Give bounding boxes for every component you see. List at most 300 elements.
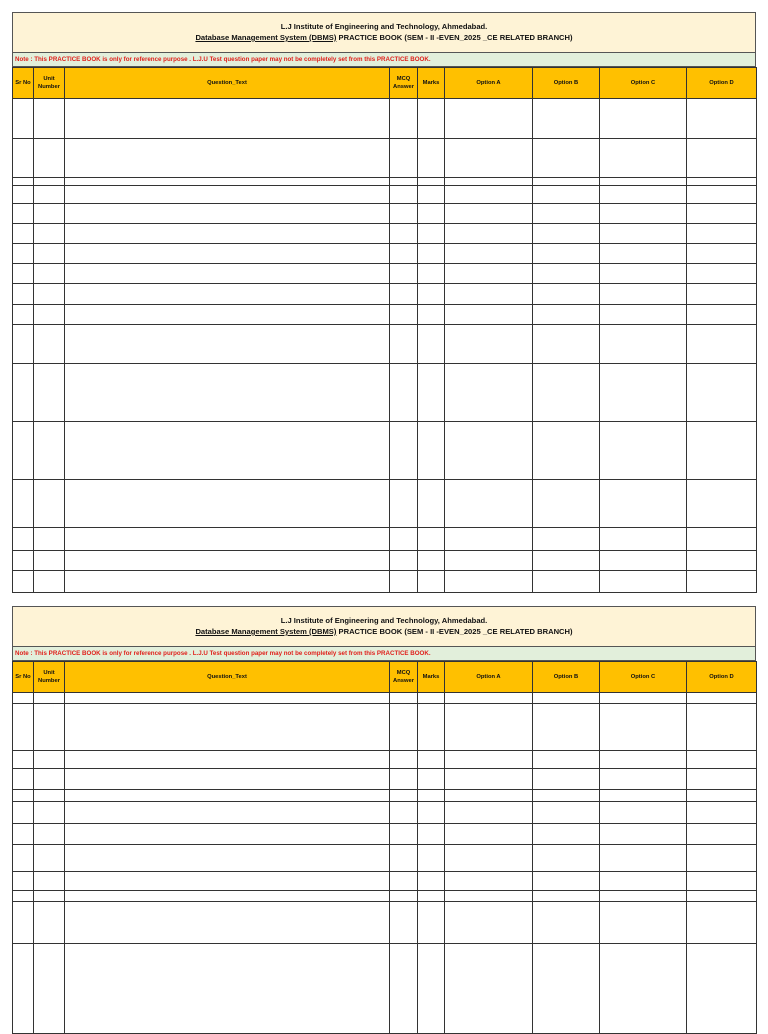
cell-marks	[418, 325, 445, 364]
cell-question-text	[65, 751, 390, 769]
cell-option-b	[533, 571, 600, 593]
cell-sr-no	[13, 944, 34, 1034]
cell-mcq-answer	[390, 204, 418, 224]
cell-option-a	[445, 364, 533, 422]
table-row	[13, 364, 757, 422]
cell-question-text	[65, 480, 390, 528]
table-row	[13, 139, 757, 178]
cell-sr-no	[13, 422, 34, 480]
cell-question-text	[65, 704, 390, 751]
cell-option-d	[687, 693, 757, 704]
cell-option-c	[600, 824, 687, 845]
cell-marks	[418, 422, 445, 480]
cell-question-text	[65, 99, 390, 139]
cell-question-text	[65, 769, 390, 790]
cell-option-b	[533, 305, 600, 325]
col-mcq-answer	[390, 662, 418, 693]
cell-mcq-answer	[390, 693, 418, 704]
cell-option-d	[687, 944, 757, 1034]
cell-unit-number	[34, 186, 65, 204]
cell-unit-number	[34, 845, 65, 872]
cell-unit-number	[34, 872, 65, 891]
cell-option-d	[687, 325, 757, 364]
cell-option-d	[687, 284, 757, 305]
cell-marks	[418, 528, 445, 551]
table-row	[13, 244, 757, 264]
cell-unit-number	[34, 790, 65, 802]
col-option-d: Option D	[687, 662, 757, 693]
col-unit-number	[34, 662, 65, 693]
table-row	[13, 422, 757, 480]
header-row	[13, 662, 757, 693]
cell-unit-number	[34, 751, 65, 769]
cell-mcq-answer	[390, 551, 418, 571]
cell-unit-number	[34, 769, 65, 790]
cell-marks	[418, 99, 445, 139]
cell-sr-no	[13, 99, 34, 139]
cell-option-c	[600, 305, 687, 325]
cell-option-d	[687, 802, 757, 824]
cell-option-b	[533, 693, 600, 704]
cell-sr-no	[13, 305, 34, 325]
table-row	[13, 845, 757, 872]
cell-option-c	[600, 845, 687, 872]
cell-sr-no	[13, 902, 34, 944]
table-row	[13, 264, 757, 284]
cell-sr-no	[13, 264, 34, 284]
cell-option-b	[533, 264, 600, 284]
col-option-c: Option C	[600, 68, 687, 99]
table-row	[13, 902, 757, 944]
cell-unit-number	[34, 704, 65, 751]
cell-mcq-answer	[390, 790, 418, 802]
cell-marks	[418, 845, 445, 872]
cell-option-b	[533, 186, 600, 204]
cell-unit-number	[34, 364, 65, 422]
cell-option-a	[445, 751, 533, 769]
cell-question-text	[65, 325, 390, 364]
cell-question-text	[65, 571, 390, 593]
cell-marks	[418, 244, 445, 264]
col-mcq-answer	[390, 68, 418, 99]
cell-unit-number	[34, 264, 65, 284]
cell-option-c	[600, 264, 687, 284]
col-mcq-label-1: MCQ	[396, 76, 411, 82]
cell-option-c	[600, 802, 687, 824]
cell-marks	[418, 902, 445, 944]
cell-mcq-answer	[390, 802, 418, 824]
cell-option-d	[687, 824, 757, 845]
cell-mcq-answer	[390, 751, 418, 769]
col-marks: Marks	[418, 68, 445, 99]
cell-option-d	[687, 551, 757, 571]
cell-sr-no	[13, 802, 34, 824]
subject-detail: PRACTICE BOOK (SEM - II -EVEN_2025 _CE RELATED BRANCH)	[338, 33, 573, 42]
cell-option-c	[600, 790, 687, 802]
col-mcq-label-2: Answer	[393, 678, 414, 684]
cell-option-d	[687, 178, 757, 186]
cell-option-b	[533, 244, 600, 264]
question-rows	[13, 693, 757, 1034]
cell-option-a	[445, 704, 533, 751]
table-row	[13, 204, 757, 224]
cell-option-c	[600, 244, 687, 264]
cell-question-text	[65, 944, 390, 1034]
cell-option-a	[445, 264, 533, 284]
cell-mcq-answer	[390, 704, 418, 751]
col-unit-label-2: Number	[38, 84, 60, 90]
cell-sr-no	[13, 139, 34, 178]
cell-mcq-answer	[390, 178, 418, 186]
cell-question-text	[65, 264, 390, 284]
cell-mcq-answer	[390, 224, 418, 244]
cell-option-d	[687, 480, 757, 528]
cell-option-c	[600, 186, 687, 204]
header-row	[13, 68, 757, 99]
col-marks: Marks	[418, 662, 445, 693]
cell-option-d	[687, 845, 757, 872]
cell-unit-number	[34, 178, 65, 186]
cell-option-a	[445, 244, 533, 264]
cell-option-a	[445, 802, 533, 824]
cell-option-c	[600, 224, 687, 244]
cell-option-d	[687, 704, 757, 751]
cell-mcq-answer	[390, 244, 418, 264]
cell-marks	[418, 264, 445, 284]
cell-option-d	[687, 422, 757, 480]
table-row	[13, 790, 757, 802]
cell-marks	[418, 204, 445, 224]
question-rows	[13, 99, 757, 593]
cell-option-b	[533, 178, 600, 186]
cell-option-b	[533, 704, 600, 751]
cell-marks	[418, 769, 445, 790]
cell-option-a	[445, 186, 533, 204]
cell-sr-no	[13, 480, 34, 528]
cell-option-d	[687, 891, 757, 902]
cell-sr-no	[13, 872, 34, 891]
cell-mcq-answer	[390, 891, 418, 902]
cell-unit-number	[34, 693, 65, 704]
cell-sr-no	[13, 769, 34, 790]
cell-unit-number	[34, 244, 65, 264]
cell-option-a	[445, 305, 533, 325]
institute-title: L.J Institute of Engineering and Technology, Ahmedabad.	[280, 616, 488, 625]
cell-option-b	[533, 325, 600, 364]
table-row	[13, 769, 757, 790]
title-block	[12, 606, 756, 646]
subject-name: Database Management System (DBMS)	[195, 33, 337, 42]
cell-question-text	[65, 204, 390, 224]
cell-option-c	[600, 704, 687, 751]
cell-option-a	[445, 422, 533, 480]
cell-option-d	[687, 769, 757, 790]
cell-marks	[418, 824, 445, 845]
col-sr-no: Sr No	[13, 68, 34, 99]
cell-marks	[418, 224, 445, 244]
cell-option-c	[600, 480, 687, 528]
cell-sr-no	[13, 824, 34, 845]
cell-unit-number	[34, 480, 65, 528]
subject-detail: PRACTICE BOOK (SEM - II -EVEN_2025 _CE RELATED BRANCH)	[338, 627, 573, 636]
cell-unit-number	[34, 571, 65, 593]
cell-mcq-answer	[390, 284, 418, 305]
cell-option-d	[687, 224, 757, 244]
cell-option-a	[445, 790, 533, 802]
cell-option-c	[600, 944, 687, 1034]
cell-option-c	[600, 902, 687, 944]
cell-unit-number	[34, 422, 65, 480]
table-row	[13, 99, 757, 139]
cell-mcq-answer	[390, 325, 418, 364]
cell-mcq-answer	[390, 845, 418, 872]
cell-option-c	[600, 139, 687, 178]
cell-sr-no	[13, 224, 34, 244]
cell-option-d	[687, 751, 757, 769]
cell-question-text	[65, 186, 390, 204]
cell-marks	[418, 891, 445, 902]
table-row	[13, 704, 757, 751]
cell-question-text	[65, 902, 390, 944]
cell-option-a	[445, 284, 533, 305]
cell-marks	[418, 790, 445, 802]
table-row	[13, 824, 757, 845]
cell-mcq-answer	[390, 305, 418, 325]
cell-option-d	[687, 305, 757, 325]
cell-option-b	[533, 528, 600, 551]
cell-sr-no	[13, 704, 34, 751]
col-question-text: Question_Text	[65, 68, 390, 99]
cell-option-b	[533, 751, 600, 769]
table-row	[13, 693, 757, 704]
col-option-d: Option D	[687, 68, 757, 99]
cell-unit-number	[34, 325, 65, 364]
cell-option-c	[600, 872, 687, 891]
cell-sr-no	[13, 790, 34, 802]
cell-question-text	[65, 824, 390, 845]
col-option-a: Option A	[445, 68, 533, 99]
cell-option-c	[600, 178, 687, 186]
cell-option-d	[687, 244, 757, 264]
subject-title	[13, 32, 755, 43]
cell-unit-number	[34, 891, 65, 902]
cell-marks	[418, 305, 445, 325]
table-row	[13, 571, 757, 593]
institute-title: L.J Institute of Engineering and Technology, Ahmedabad.	[280, 22, 488, 31]
question-table	[12, 661, 757, 1034]
cell-unit-number	[34, 824, 65, 845]
table-row	[13, 872, 757, 891]
title-block	[12, 12, 756, 52]
cell-option-d	[687, 902, 757, 944]
cell-unit-number	[34, 528, 65, 551]
cell-option-a	[445, 99, 533, 139]
cell-option-c	[600, 693, 687, 704]
cell-option-a	[445, 551, 533, 571]
cell-marks	[418, 178, 445, 186]
cell-marks	[418, 364, 445, 422]
col-mcq-label-1: MCQ	[396, 670, 411, 676]
cell-mcq-answer	[390, 99, 418, 139]
cell-marks	[418, 872, 445, 891]
cell-option-b	[533, 802, 600, 824]
cell-mcq-answer	[390, 480, 418, 528]
cell-sr-no	[13, 891, 34, 902]
cell-mcq-answer	[390, 186, 418, 204]
cell-option-a	[445, 480, 533, 528]
cell-sr-no	[13, 364, 34, 422]
cell-question-text	[65, 790, 390, 802]
cell-question-text	[65, 891, 390, 902]
cell-option-c	[600, 284, 687, 305]
cell-option-b	[533, 790, 600, 802]
cell-option-c	[600, 551, 687, 571]
cell-unit-number	[34, 284, 65, 305]
cell-option-c	[600, 891, 687, 902]
cell-option-d	[687, 99, 757, 139]
cell-option-d	[687, 872, 757, 891]
cell-mcq-answer	[390, 824, 418, 845]
cell-option-b	[533, 284, 600, 305]
cell-sr-no	[13, 204, 34, 224]
cell-option-b	[533, 99, 600, 139]
cell-sr-no	[13, 845, 34, 872]
cell-option-b	[533, 891, 600, 902]
cell-question-text	[65, 224, 390, 244]
table-row	[13, 528, 757, 551]
cell-option-b	[533, 480, 600, 528]
cell-option-c	[600, 204, 687, 224]
cell-unit-number	[34, 902, 65, 944]
table-row	[13, 802, 757, 824]
cell-mcq-answer	[390, 902, 418, 944]
cell-unit-number	[34, 224, 65, 244]
cell-option-b	[533, 944, 600, 1034]
cell-option-a	[445, 571, 533, 593]
cell-option-a	[445, 224, 533, 244]
cell-option-c	[600, 571, 687, 593]
cell-option-b	[533, 824, 600, 845]
col-unit-label-2: Number	[38, 678, 60, 684]
cell-marks	[418, 802, 445, 824]
cell-option-a	[445, 902, 533, 944]
cell-option-a	[445, 204, 533, 224]
cell-unit-number	[34, 305, 65, 325]
cell-option-a	[445, 325, 533, 364]
cell-option-b	[533, 139, 600, 178]
cell-mcq-answer	[390, 264, 418, 284]
table-row	[13, 551, 757, 571]
cell-question-text	[65, 845, 390, 872]
col-sr-no: Sr No	[13, 662, 34, 693]
cell-unit-number	[34, 944, 65, 1034]
table-row	[13, 284, 757, 305]
cell-option-b	[533, 845, 600, 872]
cell-question-text	[65, 178, 390, 186]
cell-marks	[418, 480, 445, 528]
cell-question-text	[65, 364, 390, 422]
cell-sr-no	[13, 571, 34, 593]
cell-option-a	[445, 769, 533, 790]
col-mcq-label-2: Answer	[393, 84, 414, 90]
cell-mcq-answer	[390, 769, 418, 790]
cell-unit-number	[34, 99, 65, 139]
cell-option-d	[687, 264, 757, 284]
cell-option-d	[687, 571, 757, 593]
cell-mcq-answer	[390, 944, 418, 1034]
cell-mcq-answer	[390, 364, 418, 422]
cell-marks	[418, 139, 445, 178]
col-option-b: Option B	[533, 662, 600, 693]
cell-question-text	[65, 693, 390, 704]
table-row	[13, 891, 757, 902]
table-row	[13, 305, 757, 325]
cell-sr-no	[13, 325, 34, 364]
cell-question-text	[65, 422, 390, 480]
cell-mcq-answer	[390, 872, 418, 891]
cell-question-text	[65, 551, 390, 571]
cell-question-text	[65, 139, 390, 178]
cell-marks	[418, 186, 445, 204]
cell-marks	[418, 693, 445, 704]
cell-option-d	[687, 186, 757, 204]
cell-option-a	[445, 139, 533, 178]
cell-option-c	[600, 422, 687, 480]
cell-option-d	[687, 204, 757, 224]
cell-option-c	[600, 99, 687, 139]
cell-marks	[418, 551, 445, 571]
cell-question-text	[65, 284, 390, 305]
cell-option-b	[533, 872, 600, 891]
cell-option-c	[600, 325, 687, 364]
cell-mcq-answer	[390, 528, 418, 551]
cell-option-b	[533, 769, 600, 790]
cell-option-a	[445, 824, 533, 845]
cell-unit-number	[34, 802, 65, 824]
cell-question-text	[65, 802, 390, 824]
subject-title	[13, 626, 755, 637]
cell-option-a	[445, 845, 533, 872]
cell-sr-no	[13, 528, 34, 551]
cell-question-text	[65, 528, 390, 551]
col-question-text: Question_Text	[65, 662, 390, 693]
cell-marks	[418, 751, 445, 769]
col-unit-label-1: Unit	[43, 670, 55, 676]
cell-option-b	[533, 224, 600, 244]
cell-option-a	[445, 872, 533, 891]
cell-option-d	[687, 790, 757, 802]
cell-mcq-answer	[390, 139, 418, 178]
cell-option-b	[533, 551, 600, 571]
cell-option-a	[445, 528, 533, 551]
practice-book-page-1	[12, 12, 756, 593]
cell-marks	[418, 944, 445, 1034]
cell-option-a	[445, 944, 533, 1034]
cell-option-b	[533, 204, 600, 224]
table-row	[13, 944, 757, 1034]
cell-unit-number	[34, 204, 65, 224]
cell-question-text	[65, 244, 390, 264]
table-row	[13, 480, 757, 528]
cell-marks	[418, 704, 445, 751]
cell-sr-no	[13, 551, 34, 571]
cell-marks	[418, 284, 445, 305]
cell-mcq-answer	[390, 571, 418, 593]
cell-mcq-answer	[390, 422, 418, 480]
table-row	[13, 178, 757, 186]
table-row	[13, 186, 757, 204]
cell-question-text	[65, 872, 390, 891]
